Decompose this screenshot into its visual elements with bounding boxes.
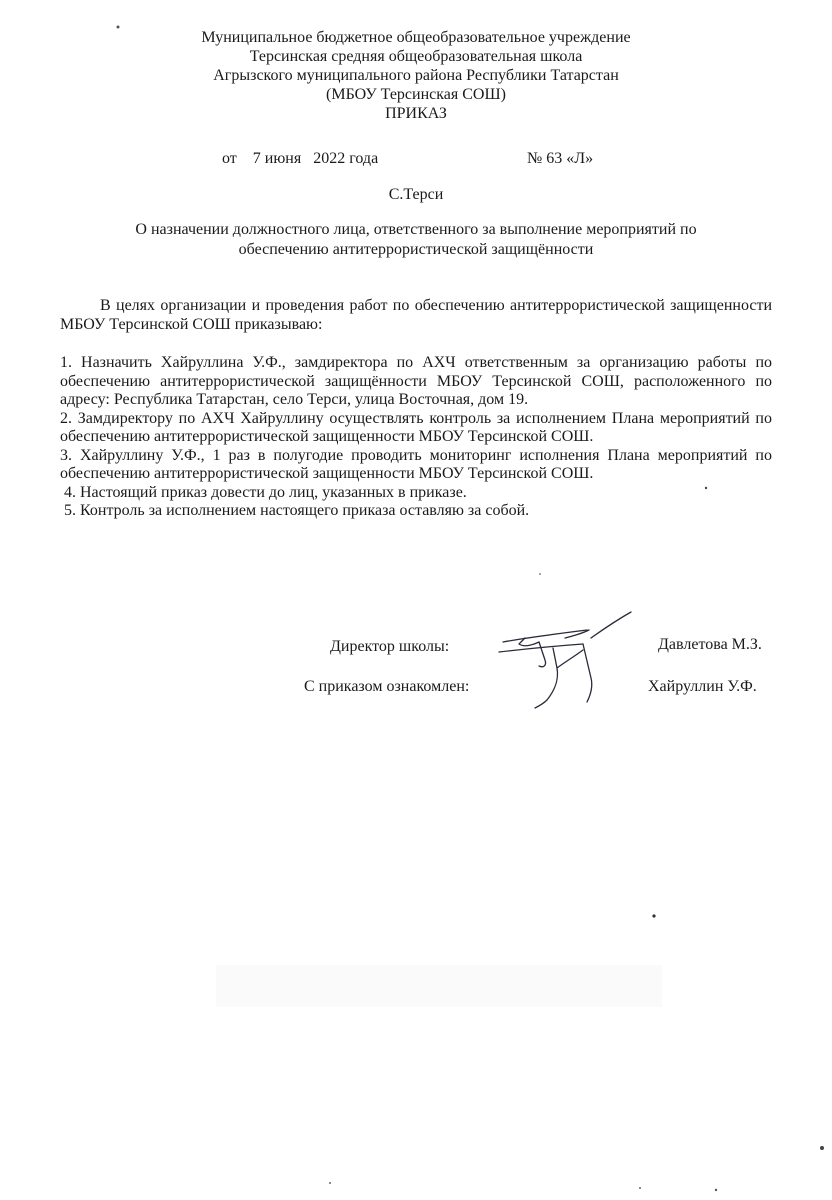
header-line-2: Терсинская средняя общеобразовательная школа bbox=[249, 48, 583, 65]
scan-shade bbox=[216, 965, 662, 1007]
director-name: Давлетова М.З. bbox=[658, 636, 762, 653]
acknowledged-label: С приказом ознакомлен: bbox=[304, 678, 470, 695]
order-item-5: 5. Контроль за исполнением настоящего приказа оставляю за собой. bbox=[64, 502, 530, 519]
order-item-1: 1. Назначить Хайруллина У.Ф., замдиректора по АХЧ ответственным за организацию работы по обеспечению антитеррористической защищённости МБОУ Терсинской СОШ, расположенного по адресу: Республика Татарстан, село Терси, улица Восточная, дом 19. bbox=[60, 354, 772, 408]
header-line-3: Агрызского муниципального района Республики Татарстан bbox=[213, 67, 619, 84]
order-intro: В целях организации и проведения работ по обеспечению антитеррористической защищенности МБОУ Терсинской СОШ приказываю: bbox=[60, 297, 772, 333]
order-number: № 63 «Л» bbox=[527, 150, 594, 167]
subject-line-1: О назначении должностного лица, ответственного за выполнение мероприятий по bbox=[135, 221, 697, 238]
subject-line-2: обеспечению антитеррористической защищённости bbox=[238, 241, 594, 258]
order-subject bbox=[60, 220, 772, 260]
handwritten-signature bbox=[495, 608, 645, 712]
header-line-4: (МБОУ Терсинская СОШ) bbox=[326, 86, 506, 103]
order-date: от 7 июня 2022 года bbox=[222, 150, 379, 167]
director-label: Директор школы: bbox=[330, 638, 450, 655]
order-item-2: 2. Замдиректору по АХЧ Хайруллину осуществлять контроль за исполнением Плана мероприятий по обеспечению антитеррористической защищенности МБОУ Терсинской СОШ. bbox=[60, 409, 772, 445]
order-place: С.Терси bbox=[388, 186, 444, 203]
document-header bbox=[0, 28, 832, 123]
header-line-1: Муниципальное бюджетное общеобразовательное учреждение bbox=[201, 29, 631, 46]
acknowledged-name: Хайруллин У.Ф. bbox=[648, 678, 757, 695]
order-items bbox=[60, 354, 772, 521]
order-item-4: 4. Настоящий приказ довести до лиц, указанных в приказе. bbox=[64, 483, 467, 501]
document-type: ПРИКАЗ bbox=[385, 105, 447, 122]
order-item-3: 3. Хайруллину У.Ф., 1 раз в полугодие проводить мониторинг исполнения Плана мероприятий по обеспечению антитеррористической защищенности МБОУ Терсинской СОШ. bbox=[60, 446, 772, 482]
